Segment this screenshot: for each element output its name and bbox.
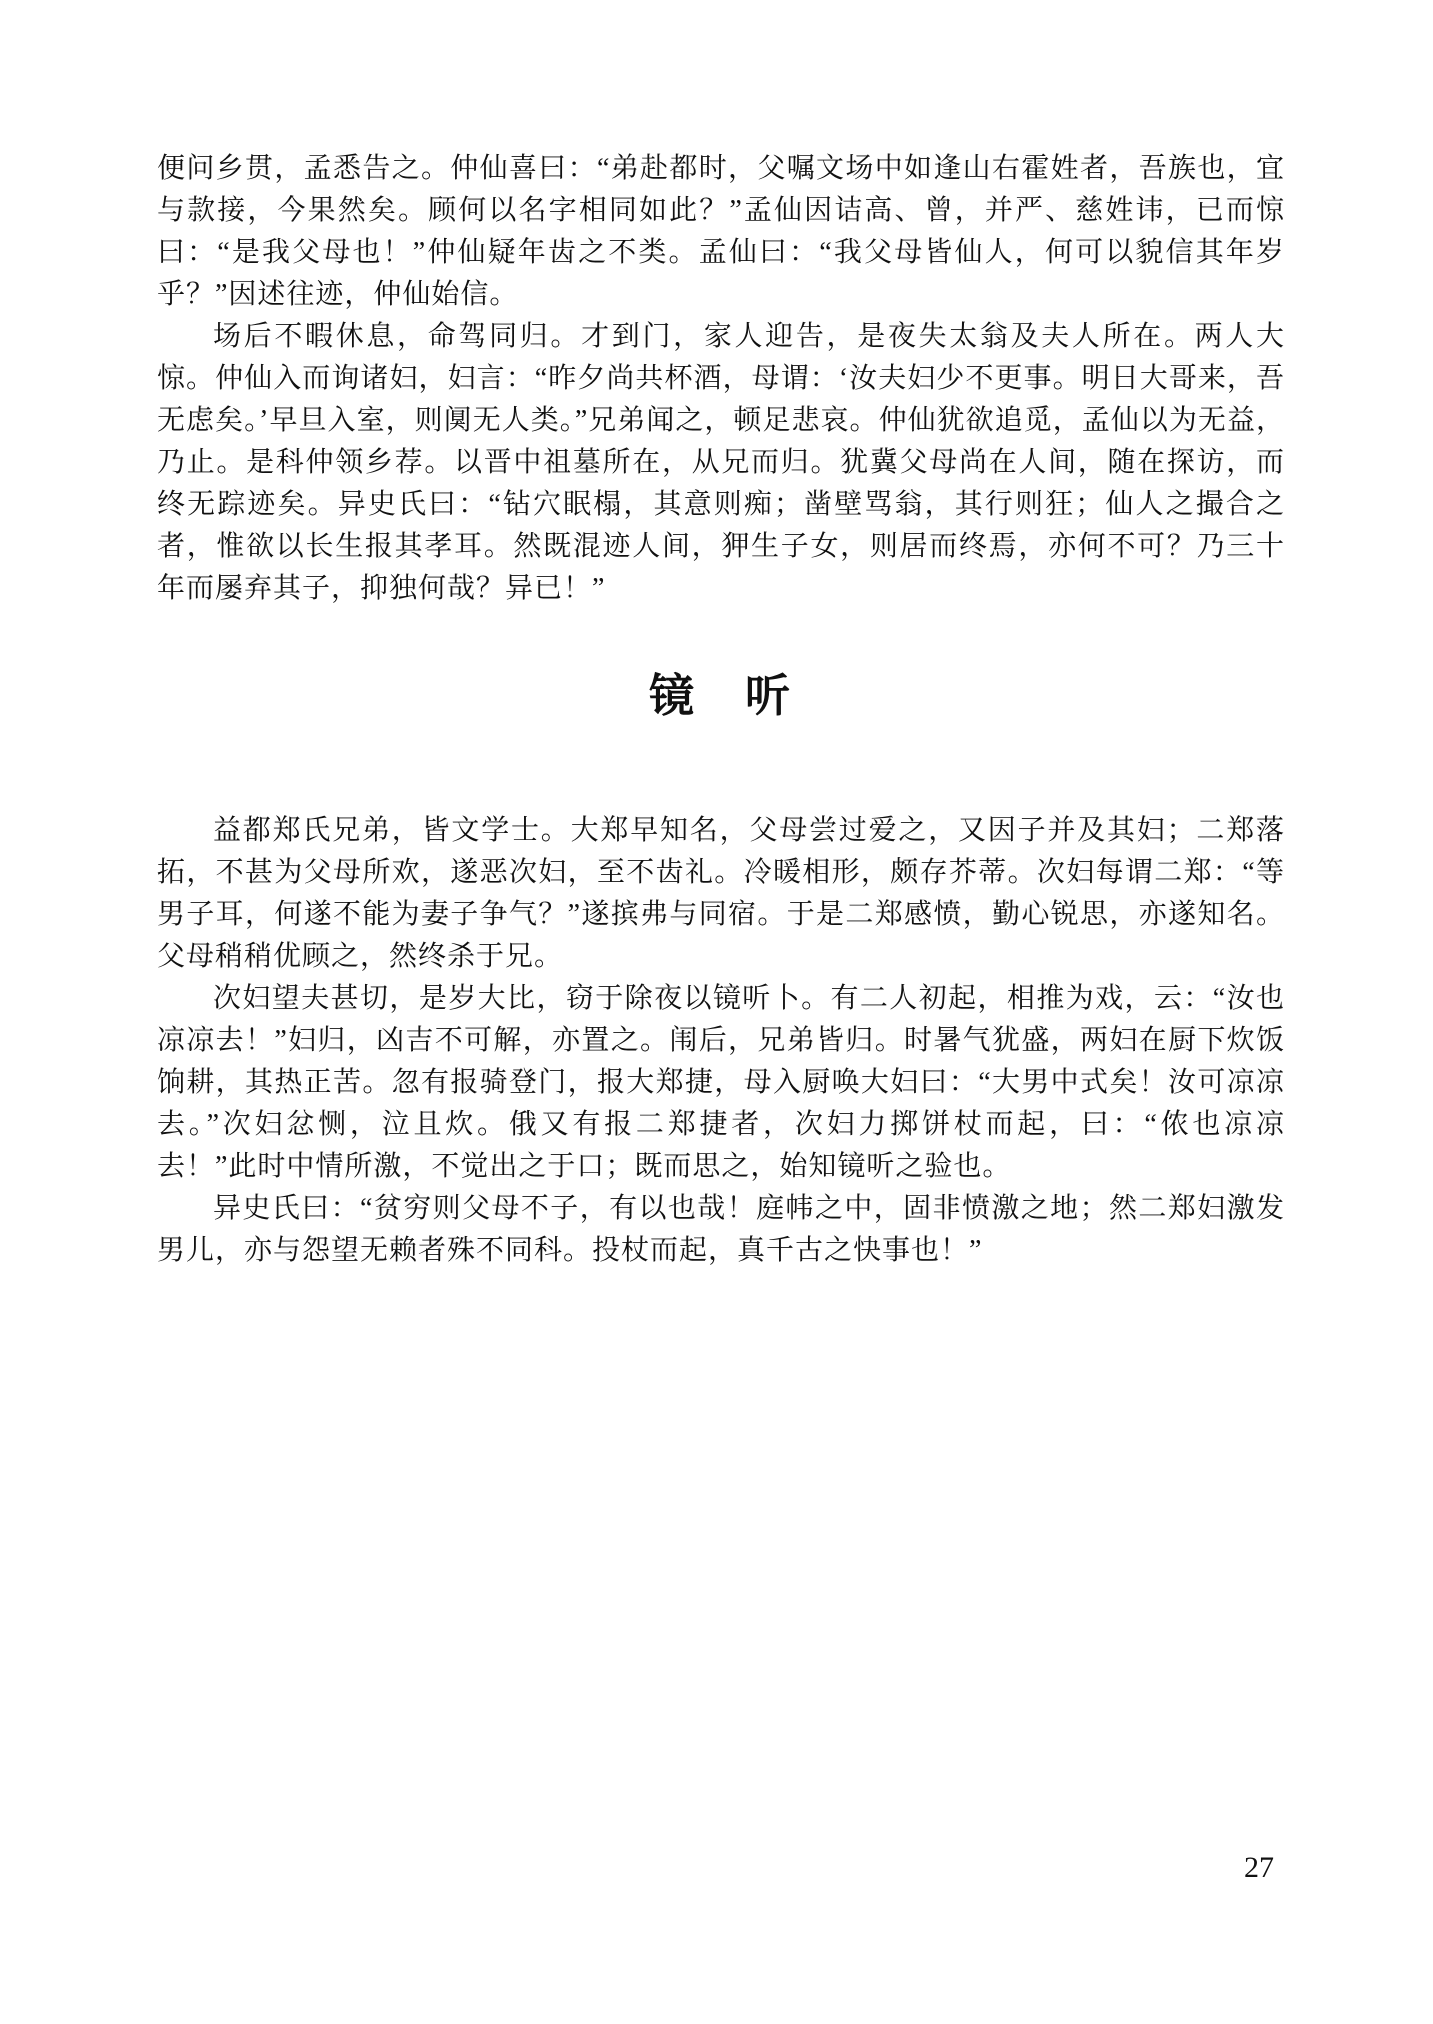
paragraph-story-2: 次妇望夫甚切，是岁大比，窃于除夜以镜听卜。有二人初起，相推为戏，云：“汝也凉凉去！”妇归，凶吉不可解，亦置之。闱后，兄弟皆归。时暑气犹盛，两妇在厨下炊饭饷耕，其热正苦。忽有报骑登门，报大郑捷，母入厨唤大妇曰：“大男中式矣！汝可凉凉去。”次妇忿恻，泣且炊。俄又有报二郑捷者，次妇力掷饼杖而起，曰：“侬也凉凉去！”此时中情所激，不觉出之于口；既而思之，始知镜听之验也。	[157, 983, 1285, 1182]
paragraph-story-3: 异史氏曰：“贫穷则父母不子，有以也哉！庭帏之中，固非愤激之地；然二郑妇激发男儿，亦与怨望无赖者殊不同科。投杖而起，真千古之快事也！”	[157, 1193, 1285, 1266]
paragraph-previous-story-commentary: 场后不暇休息，命驾同归。才到门，家人迎告，是夜失太翁及夫人所在。两人大惊。仲仙入而询诸妇，妇言：“昨夕尚共杯酒，母谓：‘汝夫妇少不更事。明日大哥来，吾无虑矣。’早旦入室，则阒无人类。”兄弟闻之，顿足悲哀。仲仙犹欲追觅，孟仙以为无益，乃止。是科仲领乡荐。以晋中祖墓所在，从兄而归。犹冀父母尚在人间，随在探访，而终无踪迹矣。异史氏曰：“钻穴眠榻，其意则痴；凿壁骂翁，其行则狂；仙人之撮合之者，惟欲以长生报其孝耳。然既混迹人间，狎生子女，则居而终焉，亦何不可？乃三十年而屡弃其子，抑独何哉？异已！”	[157, 321, 1285, 604]
paragraph-previous-story-end: 便问乡贯，孟悉告之。仲仙喜曰：“弟赴都时，父嘱文场中如逢山右霍姓者，吾族也，宜与款接，今果然矣。顾何以名字相同如此？”孟仙因诘高、曾，并严、慈姓讳，已而惊曰：“是我父母也！”仲仙疑年齿之不类。孟仙曰：“我父母皆仙人，何可以貌信其年岁乎？”因述往迹，仲仙始信。	[157, 153, 1285, 310]
text-column	[157, 148, 1285, 1272]
paragraph-story-1: 益都郑氏兄弟，皆文学士。大郑早知名，父母尝过爱之，又因子并及其妇；二郑落拓，不甚为父母所欢，遂恶次妇，至不齿礼。冷暖相形，颇存芥蒂。次妇每谓二郑：“等男子耳，何遂不能为妻子争气？”遂摈弗与同宿。于是二郑感愤，勤心锐思，亦遂知名。父母稍稍优顾之，然终杀于兄。	[157, 815, 1285, 972]
story-title: 镜 听	[648, 670, 793, 721]
page-number: 27	[1244, 1851, 1274, 1884]
